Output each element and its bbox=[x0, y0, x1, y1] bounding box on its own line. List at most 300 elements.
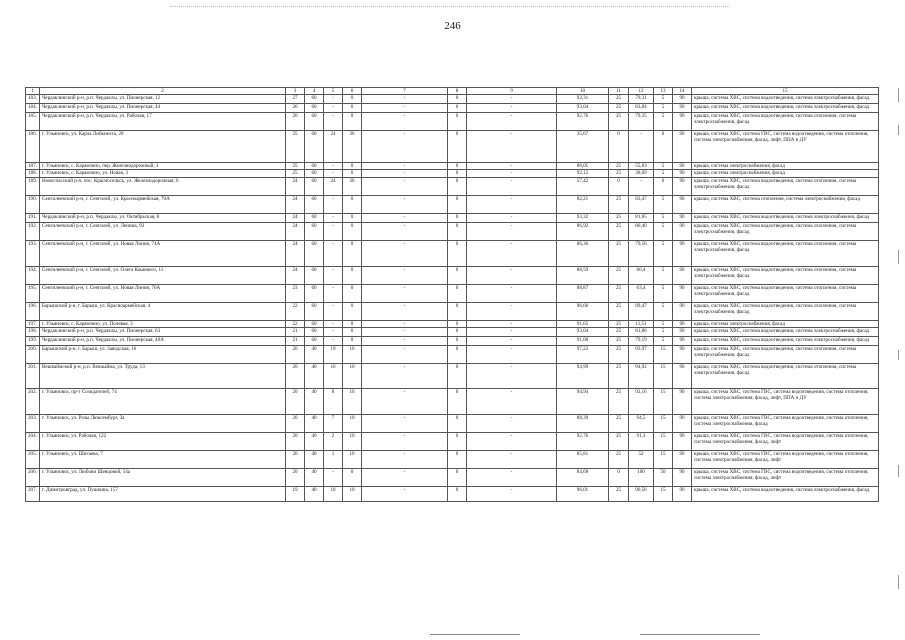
max-score: 90 bbox=[673, 336, 692, 345]
row-number: 190. bbox=[26, 195, 40, 213]
wear-b: - bbox=[467, 195, 557, 213]
scan-artifact-edge bbox=[898, 350, 899, 360]
factor-b: 0 bbox=[654, 131, 673, 163]
address: г. Ульяновск, с. Карамзино, ул. Новая, 3 bbox=[40, 170, 286, 177]
address: г. Ульяновск, пр-т Созидателей, 74 bbox=[40, 388, 286, 414]
wear-percent: 92,76 bbox=[557, 113, 609, 131]
repair-period: 0 bbox=[343, 320, 362, 327]
year-built: 24 bbox=[286, 213, 305, 222]
wear-b: - bbox=[467, 432, 557, 450]
column-header: 11 bbox=[609, 88, 629, 95]
element-type: - bbox=[362, 414, 448, 432]
wear-percent: 92,31 bbox=[557, 95, 609, 104]
wear-score: 83,47 bbox=[629, 195, 654, 213]
row-number: 188. bbox=[26, 170, 40, 177]
wear-a: 0 bbox=[448, 163, 467, 170]
factor-b: 5 bbox=[654, 336, 673, 345]
wear-b: - bbox=[467, 131, 557, 163]
max-score: 90 bbox=[673, 163, 692, 170]
element-type: - bbox=[362, 104, 448, 113]
factor-b: 5 bbox=[654, 222, 673, 240]
column-header: 8 bbox=[448, 88, 467, 95]
table-row bbox=[26, 486, 879, 501]
standard-life: 40 bbox=[305, 363, 324, 388]
column-header: 1 bbox=[26, 88, 40, 95]
column-header: 5 bbox=[324, 88, 343, 95]
factor-a: 25 bbox=[609, 414, 629, 432]
wear-b: - bbox=[467, 95, 557, 104]
wear-percent: 93,04 bbox=[557, 104, 609, 113]
element-type: - bbox=[362, 363, 448, 388]
repair-works: крыша, система ХВС, система водоотведения, система отопления, система электроснабжения, фасад bbox=[692, 302, 879, 320]
standard-life: 40 bbox=[305, 432, 324, 450]
wear-a: 0 bbox=[448, 320, 467, 327]
address: Сенгилеевский р-н, г. Сенгилей, ул. Новая Линия, 74А bbox=[40, 240, 286, 266]
table-row bbox=[26, 195, 879, 213]
repair-period: 0 bbox=[343, 113, 362, 131]
element-type: - bbox=[362, 450, 448, 468]
wear-score: - bbox=[629, 177, 654, 195]
year-built: 20 bbox=[286, 468, 305, 486]
element-type: - bbox=[362, 222, 448, 240]
wear-percent: 88,87 bbox=[557, 284, 609, 302]
column-header: 12 bbox=[629, 88, 654, 95]
wear-b: - bbox=[467, 170, 557, 177]
row-number: 185. bbox=[26, 113, 40, 131]
wear-a: 0 bbox=[448, 468, 467, 486]
row-number: 197. bbox=[26, 320, 40, 327]
wear-score: 66,4 bbox=[629, 266, 654, 284]
prev-repair-years: 1 bbox=[324, 450, 343, 468]
page-number: 246 bbox=[444, 20, 461, 32]
wear-a: 0 bbox=[448, 336, 467, 345]
repair-period: 10 bbox=[343, 486, 362, 501]
max-score: 90 bbox=[673, 388, 692, 414]
scan-artifact-edge bbox=[898, 88, 899, 102]
repair-period: 10 bbox=[343, 450, 362, 468]
repair-period: 0 bbox=[343, 327, 362, 336]
standard-life: 40 bbox=[305, 414, 324, 432]
scan-artifact-edge bbox=[898, 125, 899, 135]
wear-b: - bbox=[467, 284, 557, 302]
row-number: 203. bbox=[26, 414, 40, 432]
address: г. Ульяновск, ул. Розы Люксембург, 3а bbox=[40, 414, 286, 432]
year-built: 21 bbox=[286, 336, 305, 345]
wear-percent: 93,04 bbox=[557, 327, 609, 336]
factor-a: 25 bbox=[609, 320, 629, 327]
repair-works: крыша, система ХВС, система водоотведения, система электроснабжения, фасад bbox=[692, 104, 879, 113]
wear-score: 79,56 bbox=[629, 240, 654, 266]
element-type: - bbox=[362, 95, 448, 104]
standard-life: 40 bbox=[305, 450, 324, 468]
wear-score: 93,97 bbox=[629, 345, 654, 363]
factor-a: 25 bbox=[609, 336, 629, 345]
repair-works: крыша, система ХВС, система водоотведения, система электроснабжения, фасад bbox=[692, 336, 879, 345]
wear-score: - bbox=[629, 131, 654, 163]
prev-repair-years: 19 bbox=[324, 345, 343, 363]
factor-a: 25 bbox=[609, 222, 629, 240]
standard-life: 40 bbox=[305, 345, 324, 363]
repair-period: 0 bbox=[343, 213, 362, 222]
element-type: - bbox=[362, 284, 448, 302]
factor-b: 15 bbox=[654, 486, 673, 501]
wear-a: 0 bbox=[448, 113, 467, 131]
year-built: 22 bbox=[286, 302, 305, 320]
table-row bbox=[26, 170, 879, 177]
wear-b: - bbox=[467, 266, 557, 284]
address: Сенгилеевский р-н, г. Сенгилей, ул. Красноармейская, 70А bbox=[40, 195, 286, 213]
element-type: - bbox=[362, 266, 448, 284]
table-row bbox=[26, 213, 879, 222]
wear-percent: 35,67 bbox=[557, 131, 609, 163]
standard-life: 60 bbox=[305, 327, 324, 336]
factor-a: 25 bbox=[609, 113, 629, 131]
table-row bbox=[26, 450, 879, 468]
repair-period: 36 bbox=[343, 131, 362, 163]
wear-a: 0 bbox=[448, 432, 467, 450]
wear-b: - bbox=[467, 414, 557, 432]
column-header: 7 bbox=[362, 88, 448, 95]
repair-period: 10 bbox=[343, 388, 362, 414]
factor-a: 25 bbox=[609, 432, 629, 450]
address: г. Ульяновск, ул. Любови Шевцовой, 54а bbox=[40, 468, 286, 486]
wear-percent: 92,76 bbox=[557, 432, 609, 450]
wear-score: 94,5 bbox=[629, 414, 654, 432]
column-header: 15 bbox=[692, 88, 879, 95]
standard-life: 60 bbox=[305, 240, 324, 266]
wear-b: - bbox=[467, 213, 557, 222]
repair-works: крыша, система ХВС, система ГВС, система водоотведения, система отопления, система электроснабжения, фасад, лифт bbox=[692, 468, 879, 486]
address: Сенгилеевский р-н, г. Сенгилей, ул. Ленина, 93 bbox=[40, 222, 286, 240]
wear-percent: 88,59 bbox=[557, 266, 609, 284]
prev-repair-years: - bbox=[324, 468, 343, 486]
prev-repair-years: 16 bbox=[324, 363, 343, 388]
wear-b: - bbox=[467, 363, 557, 388]
repair-works: крыша, система ХВС, система водоотведения, система отопления, система электроснабжения, фасад bbox=[692, 363, 879, 388]
factor-a: 25 bbox=[609, 363, 629, 388]
row-number: 183. bbox=[26, 95, 40, 104]
row-number: 199. bbox=[26, 336, 40, 345]
standard-life: 40 bbox=[305, 486, 324, 501]
table-row bbox=[26, 345, 879, 363]
wear-percent: 57,42 bbox=[557, 177, 609, 195]
max-score: 90 bbox=[673, 213, 692, 222]
prev-repair-years: 7 bbox=[324, 414, 343, 432]
row-number: 200. bbox=[26, 345, 40, 363]
repair-period: 0 bbox=[343, 336, 362, 345]
row-number: 195. bbox=[26, 284, 40, 302]
year-built: 24 bbox=[286, 222, 305, 240]
row-number: 196. bbox=[26, 302, 40, 320]
repair-period: 0 bbox=[343, 104, 362, 113]
wear-a: 0 bbox=[448, 327, 467, 336]
wear-a: 0 bbox=[448, 222, 467, 240]
wear-score: 38,09 bbox=[629, 170, 654, 177]
year-built: 24 bbox=[286, 266, 305, 284]
wear-percent: 86,36 bbox=[557, 240, 609, 266]
factor-b: 5 bbox=[654, 104, 673, 113]
repair-works: крыша, система электроснабжения, фасад bbox=[692, 163, 879, 170]
prev-repair-years: - bbox=[324, 302, 343, 320]
row-number: 204. bbox=[26, 432, 40, 450]
prev-repair-years: 24 bbox=[324, 131, 343, 163]
repair-works: крыша, система ХВС, система водоотведения, система отопления, система электроснабжения, фасад bbox=[692, 240, 879, 266]
table-row bbox=[26, 432, 879, 450]
row-number: 207. bbox=[26, 486, 40, 501]
wear-percent: 85,81 bbox=[557, 450, 609, 468]
wear-a: 0 bbox=[448, 363, 467, 388]
factor-a: 25 bbox=[609, 170, 629, 177]
element-type: - bbox=[362, 486, 448, 501]
wear-percent: 91,65 bbox=[557, 320, 609, 327]
address: г. Ульяновск, с. Карамзино, пер. Железнодорожный, 1 bbox=[40, 163, 286, 170]
table-row bbox=[26, 302, 879, 320]
year-built: 27 bbox=[286, 95, 305, 104]
element-type: - bbox=[362, 468, 448, 486]
year-built: 23 bbox=[286, 284, 305, 302]
wear-score: 79,19 bbox=[629, 336, 654, 345]
repair-period: 0 bbox=[343, 240, 362, 266]
year-built: 25 bbox=[286, 163, 305, 170]
factor-b: 5 bbox=[654, 327, 673, 336]
column-header: 10 bbox=[557, 88, 609, 95]
year-built: 24 bbox=[286, 177, 305, 195]
repair-works: крыша, система ХВС, система ГВС, система водоотведения, система отопления, система электроснабжения, фасад bbox=[692, 414, 879, 432]
wear-a: 0 bbox=[448, 450, 467, 468]
max-score: 90 bbox=[673, 131, 692, 163]
max-score: 90 bbox=[673, 266, 692, 284]
table-row bbox=[26, 177, 879, 195]
address: Сенгилеевский р-н, г. Сенгилей, ул. Новая Линия, 76А bbox=[40, 284, 286, 302]
wear-percent: 84,68 bbox=[557, 468, 609, 486]
element-type: - bbox=[362, 163, 448, 170]
wear-percent: 88,05 bbox=[557, 163, 609, 170]
prev-repair-years: - bbox=[324, 320, 343, 327]
wear-score: 52 bbox=[629, 450, 654, 468]
wear-a: 0 bbox=[448, 302, 467, 320]
repair-works: крыша, система электроснабжения, фасад bbox=[692, 170, 879, 177]
factor-a: 25 bbox=[609, 213, 629, 222]
max-score: 90 bbox=[673, 320, 692, 327]
address: Чердаклинский р-н, р.п. Чердаклы, ул. Пионерская, 40А bbox=[40, 336, 286, 345]
scan-artifact-bottom bbox=[430, 634, 520, 635]
factor-a: 25 bbox=[609, 266, 629, 284]
factor-a: 25 bbox=[609, 302, 629, 320]
prev-repair-years: - bbox=[324, 266, 343, 284]
factor-a: 25 bbox=[609, 284, 629, 302]
prev-repair-years: - bbox=[324, 170, 343, 177]
prev-repair-years: - bbox=[324, 213, 343, 222]
column-header: 6 bbox=[343, 88, 362, 95]
wear-a: 0 bbox=[448, 240, 467, 266]
wear-score: 81,86 bbox=[629, 327, 654, 336]
wear-score: 81,85 bbox=[629, 213, 654, 222]
element-type: - bbox=[362, 320, 448, 327]
address: Вешкаймский р-н, р.п. Вешкайма, ул. Труда, 13 bbox=[40, 363, 286, 388]
factor-a: 25 bbox=[609, 450, 629, 468]
repair-period: 0 bbox=[343, 163, 362, 170]
element-type: - bbox=[362, 177, 448, 195]
wear-score: 94,92 bbox=[629, 363, 654, 388]
repair-works: крыша, система ХВС, система водоотведения, система отопления, система электроснабжения, фасад bbox=[692, 345, 879, 363]
wear-percent: 93,32 bbox=[557, 213, 609, 222]
element-type: - bbox=[362, 170, 448, 177]
table-row bbox=[26, 388, 879, 414]
row-number: 191. bbox=[26, 213, 40, 222]
table-row bbox=[26, 222, 879, 240]
factor-a: 25 bbox=[609, 195, 629, 213]
wear-percent: 91,08 bbox=[557, 336, 609, 345]
factor-b: 15 bbox=[654, 432, 673, 450]
row-number: 206. bbox=[26, 468, 40, 486]
prev-repair-years: - bbox=[324, 163, 343, 170]
prev-repair-years: 24 bbox=[324, 177, 343, 195]
max-score: 90 bbox=[673, 450, 692, 468]
wear-score: 100 bbox=[629, 468, 654, 486]
repair-works: крыша, система ХВС, система ГВС, система водоотведения, система отопления, система электроснабжения, фасад, лифт, ППА и ДУ bbox=[692, 388, 879, 414]
year-built: 20 bbox=[286, 345, 305, 363]
wear-score: 90,56 bbox=[629, 486, 654, 501]
wear-percent: 88,39 bbox=[557, 414, 609, 432]
table-row bbox=[26, 113, 879, 131]
table-row bbox=[26, 240, 879, 266]
wear-score: 89,47 bbox=[629, 302, 654, 320]
wear-b: - bbox=[467, 327, 557, 336]
wear-a: 0 bbox=[448, 414, 467, 432]
repair-period: 0 bbox=[343, 284, 362, 302]
address: Барышский р-н, г. Барыш, ул. Заводская, 16 bbox=[40, 345, 286, 363]
table-row bbox=[26, 320, 879, 327]
address: Новоспасский р-н, пос. Красносельск, ул. Железнодорожная, 6 bbox=[40, 177, 286, 195]
column-header: 2 bbox=[40, 88, 286, 95]
standard-life: 60 bbox=[305, 113, 324, 131]
repair-period: 0 bbox=[343, 195, 362, 213]
wear-b: - bbox=[467, 113, 557, 131]
repair-works: крыша, система ХВС, система ГВС, система водоотведения, система отопления, система электроснабжения, фасад, лифт bbox=[692, 432, 879, 450]
wear-b: - bbox=[467, 486, 557, 501]
address: г. Ульяновск, с. Карамзино, ул. Полевая, 3 bbox=[40, 320, 286, 327]
wear-score: 79,35 bbox=[629, 113, 654, 131]
factor-b: 15 bbox=[654, 345, 673, 363]
wear-percent: 86,92 bbox=[557, 222, 609, 240]
factor-a: 25 bbox=[609, 388, 629, 414]
wear-score: 92,16 bbox=[629, 388, 654, 414]
table-row bbox=[26, 163, 879, 170]
standard-life: 60 bbox=[305, 177, 324, 195]
repair-period: 10 bbox=[343, 414, 362, 432]
element-type: - bbox=[362, 432, 448, 450]
address: Чердаклинский р-н, р.п. Чердаклы, ул. Пионерская, 44 bbox=[40, 104, 286, 113]
wear-b: - bbox=[467, 345, 557, 363]
prev-repair-years: - bbox=[324, 240, 343, 266]
row-number: 194. bbox=[26, 266, 40, 284]
repair-works: крыша, система ХВС, система ГВС, система водоотведения, система отопления, система электроснабжения, фасад, лифт bbox=[692, 450, 879, 468]
wear-a: 0 bbox=[448, 486, 467, 501]
column-header: 14 bbox=[673, 88, 692, 95]
address: г. Ульяновск, ул. Карла Либкнехта, 28 bbox=[40, 131, 286, 163]
standard-life: 60 bbox=[305, 266, 324, 284]
element-type: - bbox=[362, 213, 448, 222]
wear-b: - bbox=[467, 320, 557, 327]
year-built: 20 bbox=[286, 363, 305, 388]
element-type: - bbox=[362, 302, 448, 320]
wear-a: 0 bbox=[448, 266, 467, 284]
year-built: 19 bbox=[286, 486, 305, 501]
repair-period: 10 bbox=[343, 345, 362, 363]
wear-b: - bbox=[467, 388, 557, 414]
wear-a: 0 bbox=[448, 104, 467, 113]
repair-period: 0 bbox=[343, 302, 362, 320]
element-type: - bbox=[362, 113, 448, 131]
row-number: 189. bbox=[26, 177, 40, 195]
wear-score: 55,83 bbox=[629, 163, 654, 170]
repair-period: 10 bbox=[343, 363, 362, 388]
factor-b: 5 bbox=[654, 163, 673, 170]
max-score: 90 bbox=[673, 468, 692, 486]
standard-life: 60 bbox=[305, 222, 324, 240]
standard-life: 60 bbox=[305, 320, 324, 327]
row-number: 186. bbox=[26, 131, 40, 163]
max-score: 90 bbox=[673, 432, 692, 450]
wear-percent: 97,22 bbox=[557, 345, 609, 363]
table-row bbox=[26, 363, 879, 388]
address: Чердаклинский р-н, р.п. Чердаклы, ул. Пионерская, 63 bbox=[40, 327, 286, 336]
wear-b: - bbox=[467, 336, 557, 345]
factor-a: 25 bbox=[609, 163, 629, 170]
repair-period: 0 bbox=[343, 222, 362, 240]
prev-repair-years: 18 bbox=[324, 486, 343, 501]
factor-b: 15 bbox=[654, 450, 673, 468]
standard-life: 60 bbox=[305, 163, 324, 170]
prev-repair-years: 2 bbox=[324, 432, 343, 450]
column-number-row bbox=[26, 88, 879, 95]
year-built: 20 bbox=[286, 414, 305, 432]
wear-b: - bbox=[467, 450, 557, 468]
year-built: 22 bbox=[286, 320, 305, 327]
column-header: 4 bbox=[305, 88, 324, 95]
max-score: 90 bbox=[673, 104, 692, 113]
address: г. Ульяновск, ул. Шигаева, 7 bbox=[40, 450, 286, 468]
max-score: 90 bbox=[673, 240, 692, 266]
address: Чердаклинский р-н, р.п. Чердаклы, ул. Рабочая, 17 bbox=[40, 113, 286, 131]
repair-works: крыша, система ХВС, система водоотведения, система электроснабжения, фасад bbox=[692, 486, 879, 501]
prev-repair-years: - bbox=[324, 104, 343, 113]
factor-b: 50 bbox=[654, 468, 673, 486]
wear-a: 0 bbox=[448, 177, 467, 195]
max-score: 90 bbox=[673, 363, 692, 388]
max-score: 90 bbox=[673, 486, 692, 501]
standard-life: 60 bbox=[305, 131, 324, 163]
column-header: 3 bbox=[286, 88, 305, 95]
wear-percent: 92,12 bbox=[557, 170, 609, 177]
standard-life: 60 bbox=[305, 104, 324, 113]
max-score: 90 bbox=[673, 113, 692, 131]
max-score: 90 bbox=[673, 345, 692, 363]
max-score: 90 bbox=[673, 95, 692, 104]
factor-a: 0 bbox=[609, 131, 629, 163]
repair-works: крыша, система ХВС, система водоотведения, система электроснабжения, фасад bbox=[692, 327, 879, 336]
max-score: 90 bbox=[673, 177, 692, 195]
factor-b: 5 bbox=[654, 240, 673, 266]
scan-artifact-edge bbox=[898, 575, 899, 589]
standard-life: 60 bbox=[305, 170, 324, 177]
row-number: 192. bbox=[26, 222, 40, 240]
repair-works: крыша, система ХВС, система отопления, система электроснабжения, фасад bbox=[692, 195, 879, 213]
wear-a: 0 bbox=[448, 170, 467, 177]
wear-percent: 96,01 bbox=[557, 486, 609, 501]
wear-a: 0 bbox=[448, 388, 467, 414]
standard-life: 40 bbox=[305, 468, 324, 486]
